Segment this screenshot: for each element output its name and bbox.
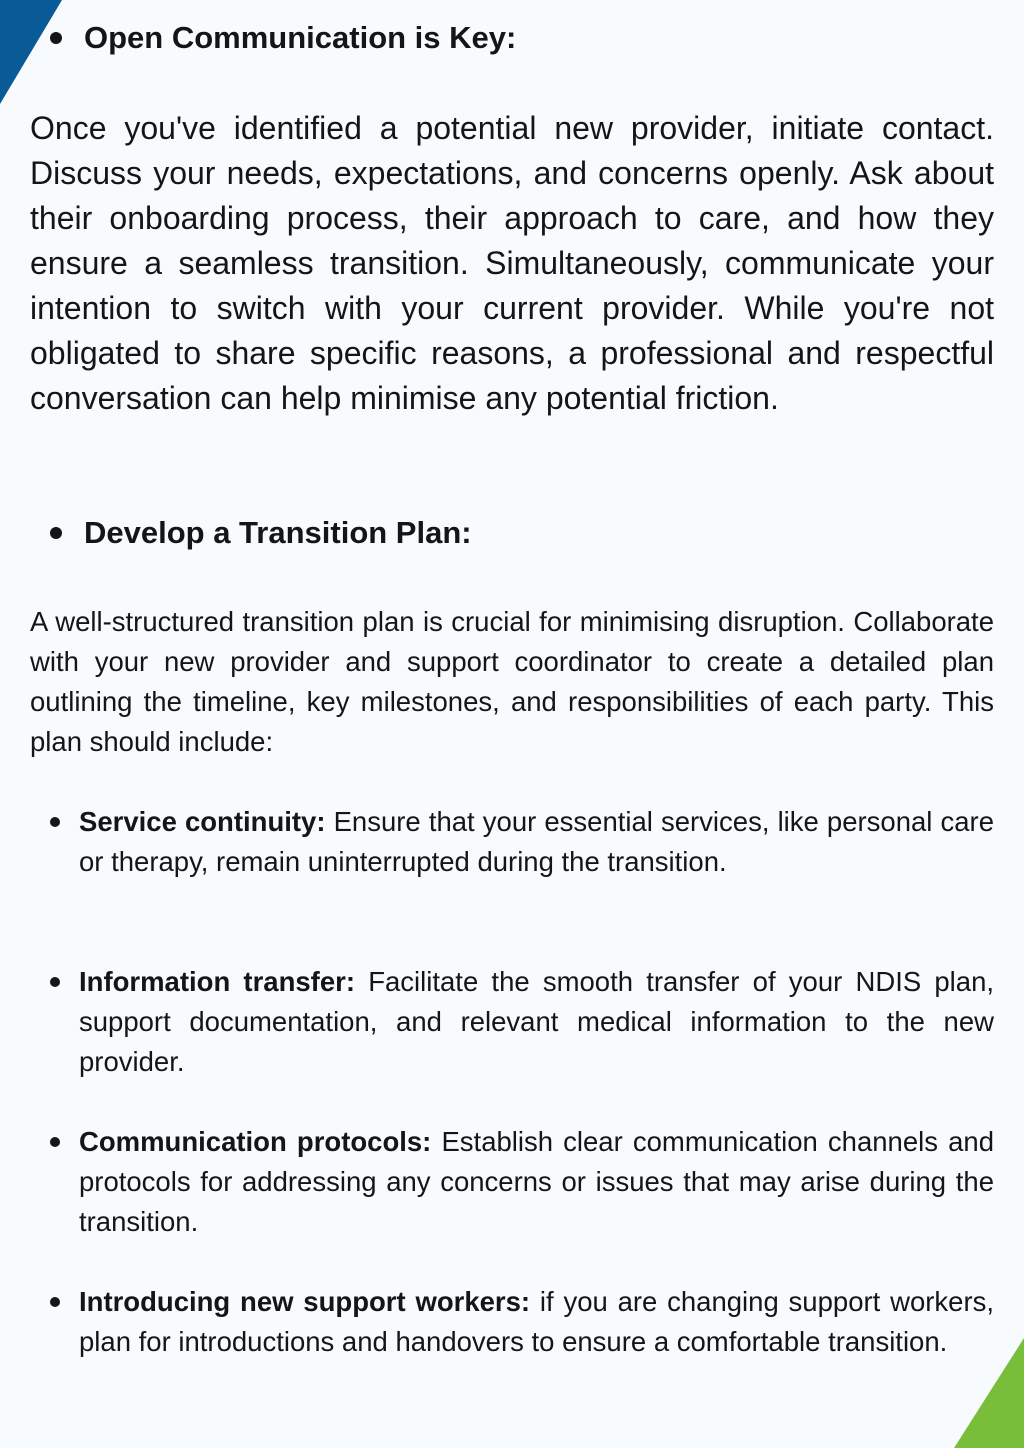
list-item-text: Facilitate the smooth transfer of your NDIS plan, support documentation, and relevant medical information to the new provider. — [79, 966, 994, 1077]
list-item-title: Communication protocols: — [79, 1126, 432, 1157]
transition-plan-paragraph: A well-structured transition plan is crucial for minimising disruption. Collaborate with your new provider and support coordinator to create a detailed plan outlining the timeline, key milestones, and responsibilities of each party. This plan should include: — [30, 606, 994, 757]
list-item-text: Ensure that your essential services, like personal care or therapy, remain uninterrupted during the transition. — [79, 806, 994, 877]
list-item-title: Information transfer: — [79, 966, 355, 997]
list-item-introducing-support-workers — [50, 1282, 994, 1362]
heading-text: Develop a Transition Plan: — [84, 515, 472, 550]
list-item-information-transfer — [50, 962, 994, 1082]
bullet-dot — [50, 977, 60, 987]
list-item-service-continuity — [50, 802, 994, 882]
section-heading-transition-plan — [50, 513, 472, 553]
open-communication-paragraph: Once you've identified a potential new provider, initiate contact. Discuss your needs, expectations, and concerns openly. Ask about their onboarding process, their approach to care, and how they ensure a seamless transition. Simultaneously, communicate your intention to switch with your current provider. While you're not obligated to share specific reasons, a professional and respectful conversation can help minimise any potential friction. — [30, 110, 994, 416]
list-item-title: Introducing new support workers: — [79, 1286, 531, 1317]
bullet-dot — [50, 1137, 60, 1147]
bullet-dot — [50, 1297, 60, 1307]
bullet-dot — [50, 817, 60, 827]
list-item-communication-protocols — [50, 1122, 994, 1242]
bullet-dot — [50, 32, 62, 44]
list-item-text: Establish clear communication channels and protocols for addressing any concerns or issues that may arise during the transition. — [79, 1126, 994, 1237]
list-item-text: if you are changing support workers, plan for introductions and handovers to ensure a comfortable transition. — [79, 1286, 994, 1357]
section-heading-open-communication — [50, 18, 516, 58]
bullet-dot — [50, 527, 62, 539]
list-item-title: Service continuity: — [79, 806, 326, 837]
heading-text: Open Communication is Key: — [84, 20, 517, 55]
